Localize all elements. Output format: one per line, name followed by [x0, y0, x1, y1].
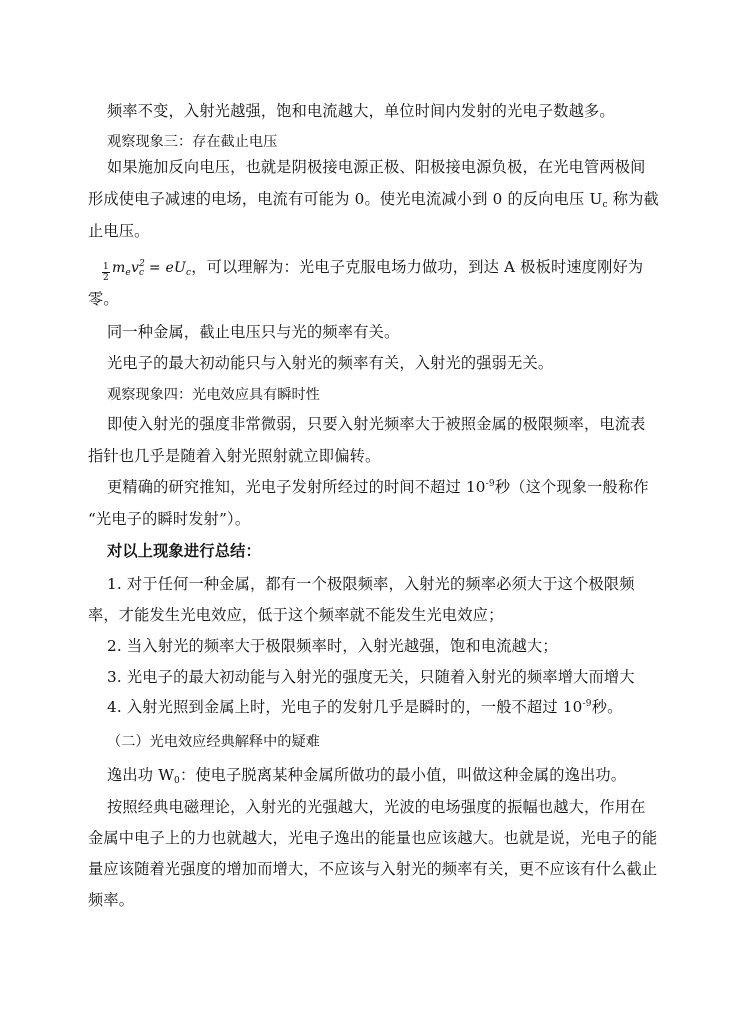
paragraph-line: 零。 — [88, 290, 119, 308]
paragraph-line: 频率不变，入射光越强，饱和电流越大，单位时间内发射的光电子数越多。 — [107, 102, 615, 120]
summary-item-1-cont: 率，才能发生光电效应，低于这个频率就不能发生光电效应； — [88, 606, 504, 624]
paragraph-line: 逸出功 $W_0$：使电子脱离某种金属所做功的最小值，叫做这种金属的逸出功。 — [107, 766, 627, 786]
paragraph-line: “光电子的瞬时发射”）。 — [88, 510, 251, 528]
paragraph-line: 即使入射光的强度非常微弱，只要入射光频率大于被照金属的极限频率，电流表 — [107, 415, 646, 433]
summary-item-2: 2. 当入射光的频率大于极限频率时，入射光越强，饱和电流越大； — [107, 637, 558, 655]
paragraph-line: 更精确的研究推知，光电子发射所经过的时间不超过 $10^{-9}$秒（这个现象一般称作 — [107, 478, 649, 496]
summary-item-3: 3. 光电子的最大初动能与入射光的强度无关，只随着入射光的频率增大而增大 — [107, 668, 635, 686]
observation-3-heading: 观察现象三：存在截止电压 — [107, 134, 278, 150]
observation-4-heading: 观察现象四：光电效应具有瞬时性 — [107, 387, 320, 403]
formula-line: $\frac{1}{2}$ $m_ev^2_c = eU_c$，可以理解为：光电子克服电场力做功，到达 A 极板时速度刚好为 — [103, 258, 644, 283]
kinetic-energy-formula: $\frac{1}{2}$ $m_ev^2_c = eU_c$ — [103, 259, 192, 283]
paragraph-line: 指针也几乎是随着入射光照射就立即偏转。 — [88, 447, 381, 465]
paragraph-line: 按照经典电磁理论，入射光的光强越大，光波的电场强度的振幅也越大，作用在 — [107, 798, 646, 816]
paragraph-line: 量应该随着光强度的增加而增大，不应该与入射光的频率有关，更不应该有什么截止 — [88, 860, 658, 878]
paragraph-line: 金属中电子上的力也就越大，光电子逸出的能量也应该越大。也就是说，光电子的能 — [88, 829, 658, 847]
paragraph-line: 止电压。 — [88, 222, 150, 240]
paragraph-line: 形成使电子减速的电场，电流有可能为 0。使光电流减小到 0 的反向电压 $U_c$ 称为截 — [88, 190, 659, 210]
paragraph-line: 频率。 — [88, 891, 135, 909]
section-2-heading: （二）光电效应经典解释中的疑难 — [107, 734, 320, 750]
paragraph-line: 如果施加反向电压，也就是阴极接电源正极、阳极接电源负极，在光电管两极间 — [107, 158, 646, 176]
fraction: $\frac{1}{2}$ — [103, 262, 109, 283]
summary-item-4: 4. 入射光照到金属上时，光电子的发射几乎是瞬时的，一般不超过 $10^{-9}$秒。 — [107, 698, 623, 716]
paragraph-line: 同一种金属，截止电压只与光的频率有关。 — [107, 323, 400, 341]
paragraph-line: 光电子的最大初动能只与入射光的频率有关，入射光的强弱无关。 — [107, 354, 554, 372]
summary-item-1: 1. 对于任何一种金属，都有一个极限频率，入射光的频率必须大于这个极限频 — [107, 575, 635, 593]
summary-heading: 对以上现象进行总结： — [107, 542, 261, 560]
